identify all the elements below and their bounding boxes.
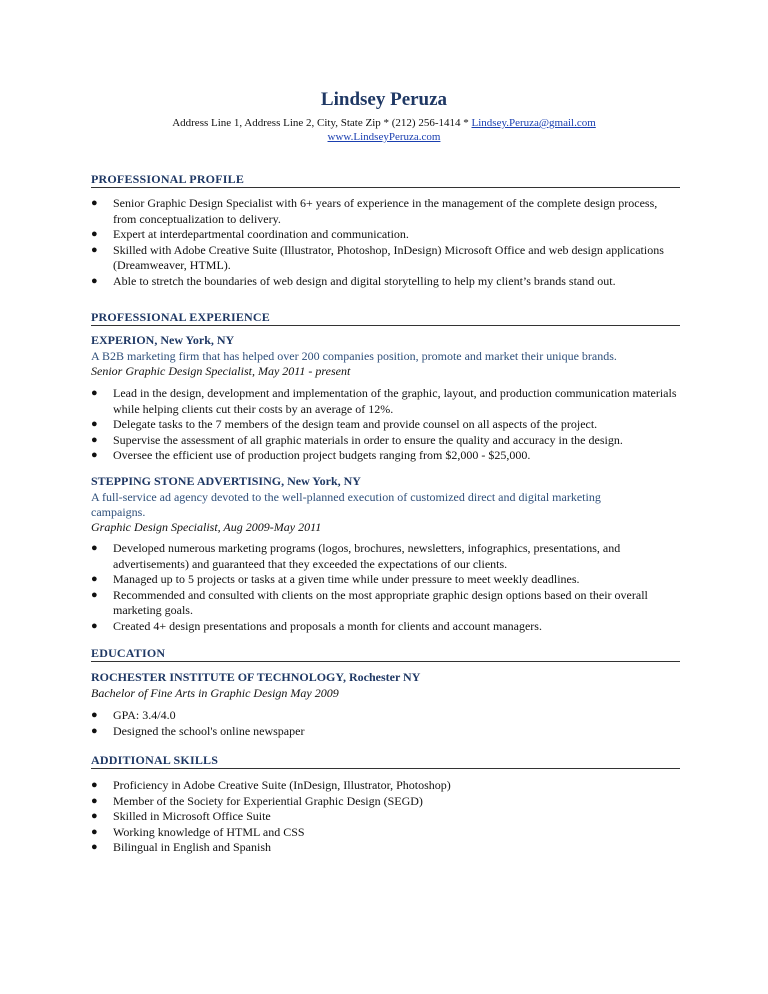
website-line [0, 130, 768, 144]
section-heading-experience: PROFESSIONAL EXPERIENCE [91, 310, 680, 326]
list-item: ● Delegate tasks to the 7 members of the design team and provide counsel on all aspects of the project. [91, 417, 598, 431]
bullet-icon: ● [91, 573, 98, 585]
list-item: ● Proficiency in Adobe Creative Suite (InDesign, Illustrator, Photoshop) [91, 778, 451, 792]
profile-list [91, 196, 681, 289]
company-name: EXPERION, New York, NY [91, 333, 235, 347]
company-name: STEPPING STONE ADVERTISING, New York, NY [91, 474, 361, 488]
job-title: Senior Graphic Design Specialist, May 2011 - present [91, 364, 351, 378]
list-item: ● Developed numerous marketing programs (logos, brochures, newsletters, infographics, presentations, and advertisements) and guaranteed that they exceeded the expectations of our clients. [91, 541, 621, 571]
list-item: ● Working knowledge of HTML and CSS [91, 824, 305, 839]
bullet-icon: ● [91, 387, 98, 399]
bullet-icon: ● [91, 588, 98, 601]
bullet-icon: ● [91, 724, 98, 737]
list-item: ● Recommended and consulted with clients on the most appropriate graphic design options based on their overall marketing goals. [91, 587, 648, 617]
company-description: A full-service ad agency devoted to the well-planned execution of customized direct and digital marketing [91, 490, 601, 504]
section-heading-profile: PROFESSIONAL PROFILE [91, 172, 680, 188]
list-item: ● Supervise the assessment of all graphic materials in order to ensure the quality and accuracy in the design. [91, 432, 623, 447]
bullet-icon: ● [91, 810, 98, 822]
website-link[interactable]: www.LindseyPeruza.com [327, 131, 441, 143]
section-heading-skills: ADDITIONAL SKILLS [91, 753, 680, 769]
list-item: ● Bilingual in English and Spanish [91, 840, 271, 854]
bullet-icon: ● [91, 779, 98, 791]
company-description-continued: campaigns. [91, 505, 146, 519]
contact-line [0, 116, 768, 130]
list-item: ● Created 4+ design presentations and proposals a month for clients and account managers. [91, 618, 542, 633]
list-item: ● Managed up to 5 projects or tasks at a given time while under pressure to meet weekly deadlines. [91, 572, 580, 586]
bullet-icon: ● [91, 433, 98, 446]
bullet-icon: ● [91, 841, 98, 853]
list-item: ● Lead in the design, development and implementation of the graphic, layout, and production communication materials while helping clients cut their costs by an average of 12%. [91, 386, 677, 416]
skills-list [91, 778, 681, 856]
school-name: ROCHESTER INSTITUTE OF TECHNOLOGY, Rochester NY [91, 670, 421, 684]
education-list [91, 708, 681, 739]
degree: Bachelor of Fine Arts in Graphic Design May 2009 [91, 686, 339, 700]
bullet-icon: ● [91, 243, 98, 256]
list-item: ● GPA: 3.4/4.0 [91, 708, 176, 722]
section-heading-education: EDUCATION [91, 646, 680, 662]
bullet-icon: ● [91, 418, 98, 430]
list-item: ● Senior Graphic Design Specialist with 6+ years of experience in the management of the complete design process, from conceptualization to delivery. [91, 196, 658, 226]
bullet-icon: ● [91, 709, 98, 721]
address-text: Address Line 1, Address Line 2, City, State Zip * (212) 256-1414 * [172, 117, 472, 129]
job-duties-list [91, 386, 681, 464]
bullet-icon: ● [91, 794, 98, 807]
job-duties-list [91, 541, 681, 634]
bullet-icon: ● [91, 228, 98, 240]
bullet-icon: ● [91, 825, 98, 838]
list-item: ● Skilled in Microsoft Office Suite [91, 809, 271, 823]
bullet-icon: ● [91, 542, 98, 554]
bullet-icon: ● [91, 274, 98, 287]
list-item: ● Member of the Society for Experiential Graphic Design (SEGD) [91, 793, 423, 808]
candidate-name: Lindsey Peruza [320, 89, 448, 110]
list-item: ● Able to stretch the boundaries of web design and digital storytelling to help my client’s brands stand out. [91, 273, 616, 288]
list-item: ● Oversee the efficient use of production project budgets ranging from $2,000 - $25,000. [91, 448, 531, 462]
email-link[interactable]: Lindsey.Peruza@gmail.com [471, 117, 596, 129]
bullet-icon: ● [91, 197, 98, 209]
bullet-icon: ● [91, 449, 98, 461]
company-description: A B2B marketing firm that has helped over 200 companies position, promote and market their unique brands. [91, 349, 617, 363]
job-title: Graphic Design Specialist, Aug 2009-May 2011 [91, 520, 322, 534]
bullet-icon: ● [91, 619, 98, 632]
list-item: ● Skilled with Adobe Creative Suite (Illustrator, Photoshop, InDesign) Microsoft Office and web design applications (Dreamweaver, HTML). [91, 242, 664, 272]
list-item: ● Expert at interdepartmental coordination and communication. [91, 227, 409, 241]
list-item: ● Designed the school's online newspaper [91, 723, 305, 738]
